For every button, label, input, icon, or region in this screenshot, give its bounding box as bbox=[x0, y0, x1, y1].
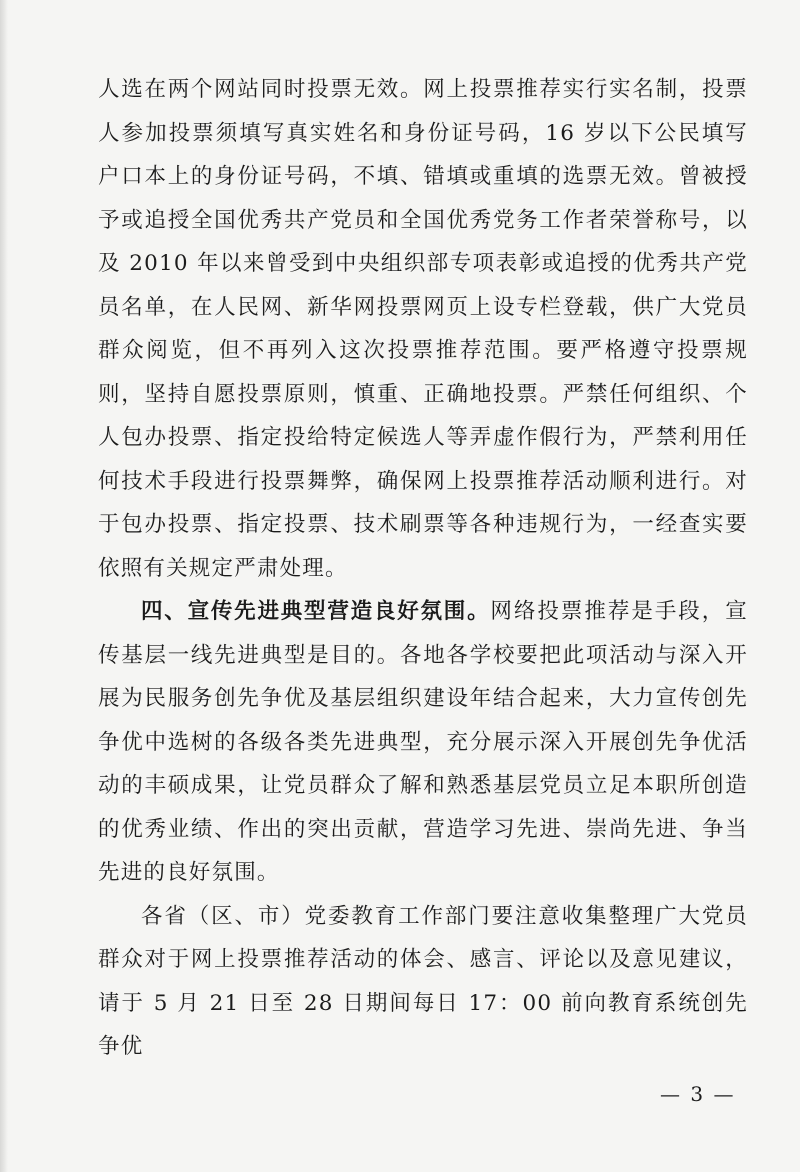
paragraph-section-four bbox=[98, 590, 748, 895]
paragraph-collection-notice: 各省（区、市）党委教育工作部门要注意收集整理广大党员群众对于网上投票推荐活动的体会、感言、评论以及意见建议，请于 5 月 21 日至 28 日期间每日 17：00 前向教育系统创先争优 bbox=[98, 903, 748, 1059]
page-number: — 3 — bbox=[660, 1082, 736, 1106]
scan-edge-shadow bbox=[0, 0, 8, 1172]
document-body bbox=[98, 68, 748, 1069]
section-four-heading: 四、宣传先进典型营造良好氛围。 bbox=[141, 599, 491, 624]
section-four-body: 网络投票推荐是手段，宣传基层一线先进典型是目的。各地各学校要把此项活动与深入开展为民服务创先争优及基层组织建设年结合起来，大力宣传创先争优中选树的各级各类先进典型，充分展示深入开展创先争优活动的丰硕成果，让党员群众了解和熟悉基层党员立足本职所创造的优秀业绩、作出的突出贡献，营造学习先进、崇尚先进、争当先进的良好氛围。 bbox=[98, 599, 748, 885]
paragraph-voting-rules: 人选在两个网站同时投票无效。网上投票推荐实行实名制，投票人参加投票须填写真实姓名和身份证号码，16 岁以下公民填写户口本上的身份证号码，不填、错填或重填的选票无效。曾被授予或追授全国优秀共产党员和全国优秀党务工作者荣誉称号，以及 2010 年以来曾受到中央组织部专项表彰或追授的优秀共产党员名单，在人民网、新华网投票网页上设专栏登载，供广大党员群众阅览，但不再列入这次投票推荐范围。要严格遵守投票规则，坚持自愿投票原则，慎重、正确地投票。严禁任何组织、个人包办投票、指定投给特定候选人等弄虚作假行为，严禁利用任何技术手段进行投票舞弊，确保网上投票推荐活动顺利进行。对于包办投票、指定投票、技术刷票等各种违规行为，一经查实要依照有关规定严肃处理。 bbox=[98, 77, 748, 581]
